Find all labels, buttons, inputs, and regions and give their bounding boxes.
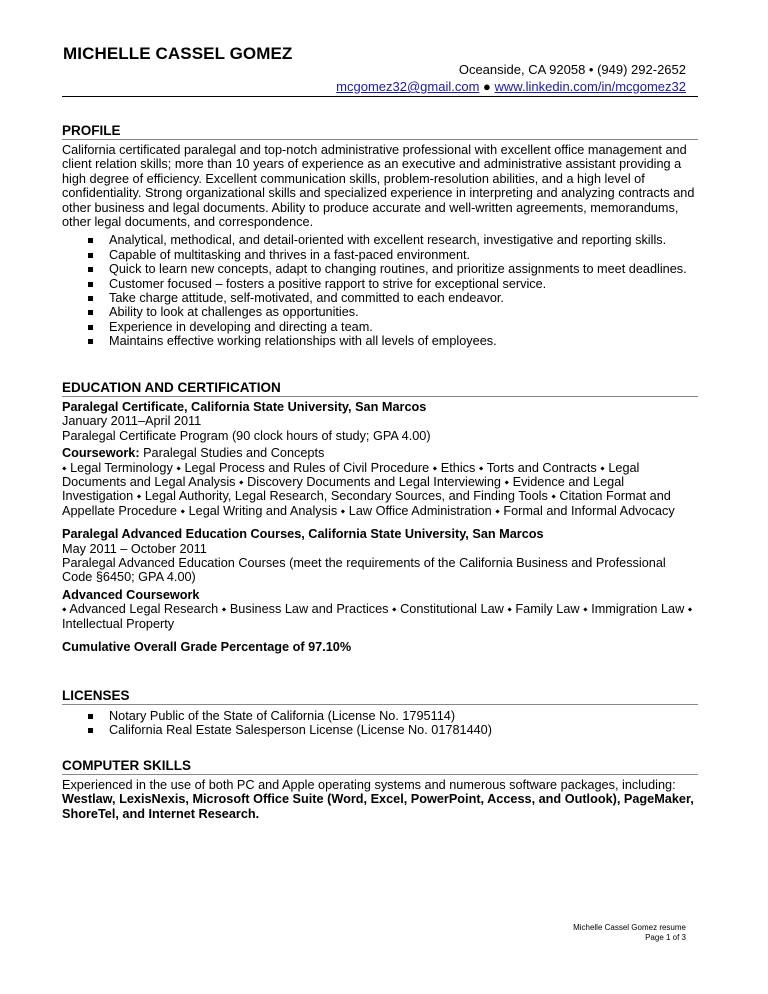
page-number: Page 1 of 3 xyxy=(645,933,686,942)
list-item: California Real Estate Salesperson License (License No. 01781440) xyxy=(62,723,698,737)
list-item: Maintains effective working relationships with all levels of employees. xyxy=(62,334,698,348)
coursework-label: Coursework: xyxy=(62,446,140,461)
list-item: Quick to learn new concepts, adapt to changing routines, and prioritize assignments to meet deadlines. xyxy=(62,262,698,276)
list-item: Analytical, methodical, and detail-oriented with excellent research, investigative and reporting skills. xyxy=(62,233,698,247)
coursework-line xyxy=(62,446,698,460)
gpa-line: Cumulative Overall Grade Percentage of 97.10% xyxy=(62,640,352,655)
computer-skills-intro: Experienced in the use of both PC and Apple operating systems and numerous software packages, including: xyxy=(62,778,676,792)
profile-bullets xyxy=(62,233,698,348)
education-heading: EDUCATION AND CERTIFICATION xyxy=(62,380,698,397)
page-footer xyxy=(573,923,686,943)
contact-separator: ● xyxy=(483,79,491,94)
profile-summary: California certificated paralegal and top-notch administrative professional with excellent office management and client relation skills; more than 10 years of experience as an executive and administrative assistant providing a high degree of efficiency. Excellent communication skills, problem-resolution abilities, and a high level of confidentiality. Strong organizational skills and specialized experience in interpreting and analyzing contracts and other business and legal documents. Ability to produce accurate and well-written agreements, memorandums, other legal documents, and correspondence. xyxy=(62,143,695,230)
computer-skills-software: Westlaw, LexisNexis, Microsoft Office Suite (Word, Excel, PowerPoint, Access, and Outlook), PageMaker, ShoreTel, and Internet Research. xyxy=(62,792,694,821)
education-section xyxy=(62,380,698,655)
advanced-heading: Paralegal Advanced Education Courses, California State University, San Marcos xyxy=(62,527,544,542)
list-item: Notary Public of the State of California (License No. 1795114) xyxy=(62,709,698,723)
list-item: Customer focused – fosters a positive rapport to strive for exceptional service. xyxy=(62,277,698,291)
computer-skills-section xyxy=(62,758,698,821)
advanced-program: Paralegal Advanced Education Courses (meet the requirements of the California Business and Professional Code §6450; GPA 4.00) xyxy=(62,556,666,585)
licenses-heading: LICENSES xyxy=(62,688,698,705)
advanced-coursework-label: Advanced Coursework xyxy=(62,587,200,602)
advanced-dates: May 2011 – October 2011 xyxy=(62,541,207,556)
header-divider xyxy=(62,96,698,97)
coursework-list: ⬩ Legal Terminology ⬩ Legal Process and Rules of Civil Procedure ⬩ Ethics ⬩ Torts and Contracts ⬩ Legal Documents and Legal Analysis ⬩ Discovery Documents and Legal Interviewing ⬩ Evidence and Legal Investigation ⬩ Legal Authority, Legal Research, Secondary Sources, and Finding Tools ⬩ Citation Format and Appellate Procedure ⬩ Legal Writing and Analysis ⬩ Law Office Administration ⬩ Formal and Informal Advocacy xyxy=(62,460,675,518)
coursework-title: Paralegal Studies and Concepts xyxy=(139,446,325,461)
certificate-program: Paralegal Certificate Program (90 clock hours of study; GPA 4.00) xyxy=(62,428,431,443)
certificate-heading: Paralegal Certificate, California State University, San Marcos xyxy=(62,400,427,414)
email-link[interactable]: mcgomez32@gmail.com xyxy=(336,79,480,94)
computer-skills-text xyxy=(62,778,698,821)
linkedin-link[interactable]: www.linkedin.com/in/mcgomez32 xyxy=(494,79,686,94)
profile-heading: PROFILE xyxy=(62,123,698,140)
list-item: Experience in developing and directing a team. xyxy=(62,320,698,334)
computer-skills-heading: COMPUTER SKILLS xyxy=(62,758,698,775)
licenses-section xyxy=(62,688,698,738)
certificate-dates: January 2011–April 2011 xyxy=(62,414,202,429)
list-item: Ability to look at challenges as opportunities. xyxy=(62,305,698,319)
list-item: Take charge attitude, self-motivated, and committed to each endeavor. xyxy=(62,291,698,305)
advanced-coursework-list: ⬩ Advanced Legal Research ⬩ Business Law and Practices ⬩ Constitutional Law ⬩ Family Law ⬩ Immigration Law ⬩ Intellectual Property xyxy=(62,602,693,631)
licenses-list xyxy=(62,709,698,738)
footer-title: Michelle Cassel Gomez resume xyxy=(573,923,686,932)
list-item: Capable of multitasking and thrives in a fast-paced environment. xyxy=(62,248,698,262)
profile-section xyxy=(62,123,698,349)
contact-email-linkedin xyxy=(336,79,686,94)
candidate-name: MICHELLE CASSEL GOMEZ xyxy=(63,44,293,63)
contact-address-phone: Oceanside, CA 92058 • (949) 292-2652 xyxy=(458,62,686,77)
